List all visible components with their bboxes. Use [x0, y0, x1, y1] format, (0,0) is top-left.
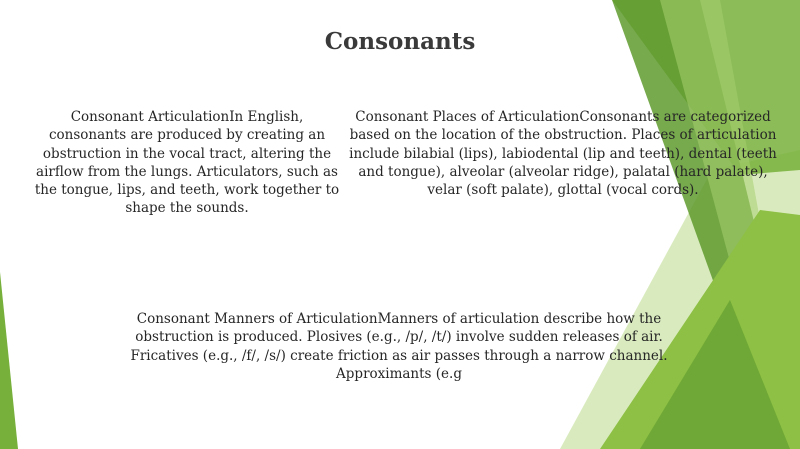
block-body: Manners of articulation describe how the obstruction is produced. Plosives (e.g., /p/, /t/) involve sudden releases of air. Fricatives (e.g., /f/, /s/) create friction as air passes through a narrow channel. Approximants (e.g: [130, 311, 668, 382]
text-block-articulation: [34, 108, 340, 218]
slide-title: Consonants: [324, 28, 476, 55]
text-block-manners: [112, 310, 686, 383]
block-heading: Consonant Articulation: [70, 109, 230, 125]
block-heading: Consonant Places of Articulation: [355, 109, 580, 125]
block-body: Consonants are categorized based on the location of the obstruction. Places of articulation include bilabial (lips), labiodental (lip and teeth), dental (teeth and tongue), alveolar (alveolar ridge), palatal (hard palate), velar (soft palate), glottal (vocal cords).: [349, 109, 777, 199]
block-body: In English, consonants are produced by creating an obstruction in the vocal tract, altering the airflow from the lungs. Articulators, such as the tongue, lips, and teeth, work together to shape the sounds.: [34, 109, 340, 217]
left-edge-facet: [0, 272, 18, 449]
block-heading: Consonant Manners of Articulation: [136, 311, 378, 327]
text-block-places: [346, 108, 780, 199]
